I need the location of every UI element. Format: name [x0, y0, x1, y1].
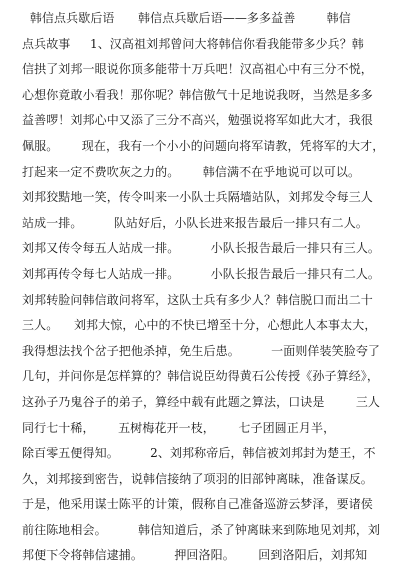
text-line: 邦便下令将韩信逮捕。 押回洛阳。 回到洛阳后，刘邦知 — [22, 548, 368, 563]
text-line: 这孙子乃鬼谷子的弟子，算经中载有此题之算法，口诀是 三人 — [22, 394, 381, 409]
text-line: 站成一排。 队站好后，小队长进来报告最后一排只有二人。 — [22, 215, 368, 230]
text-line: 于是，他采用谋士陈平的计策，假称自己准备巡游云梦泽，要诸侯 — [22, 497, 373, 512]
text-line: 刘邦又传令每五人站成一排。 小队长报告最后一排只有三人。 — [22, 241, 381, 256]
text-line: 我得想法找个岔子把他杀掉，免生后患。 一面则佯装笑脸夸了 — [22, 343, 381, 358]
text-line: 三人。 刘邦大惊，心中的不快已增至十分，心想此人本事太大， — [22, 318, 377, 333]
text-line: 佩服。 现在，我有一个小小的问题向将军请教，凭将军的大才， — [22, 138, 385, 153]
text-line: 心想你竟敢小看我！那你呢？韩信傲气十足地说我呀，当然是多多 — [22, 87, 373, 102]
text-line: 久，刘邦接到密告，说韩信接纳了项羽的旧部钟离昧，准备谋反。 — [22, 471, 373, 486]
document-body — [22, 6, 387, 569]
text-line: 除百零五便得知。 2、刘邦称帝后，韩信被刘邦封为楚王，不 — [22, 446, 376, 461]
text-line: 同行七十稀， 五树梅花开一枝， 七子团圆正月半， — [22, 420, 336, 435]
text-line: 刘邦再传令每七人站成一排。 小队长报告最后一排只有二人。 — [22, 266, 381, 281]
text-line: 前往陈地相会。 韩信知道后，杀了钟离昧来到陈地见刘邦，刘 — [22, 522, 381, 537]
text-line: 刘邦狡黠地一笑，传令叫来一小队士兵隔墙站队，刘邦发令每三人 — [22, 190, 373, 205]
text-line: 益善啰！刘邦心中又添了三分不高兴，勉强说将军如此大才，我很 — [22, 113, 373, 128]
text-line: 几句，并问你是怎样算的？韩信说臣幼得黄石公传授《孙子算经》， — [22, 369, 380, 384]
text-line: 韩信点兵歇后语 韩信点兵歇后语——多多益善 韩信 — [22, 11, 351, 25]
text-line: 点兵故事 1、汉高祖刘邦曾问大将韩信你看我能带多少兵？韩 — [22, 36, 364, 51]
text-line: 信拱了刘邦一眼说你顶多能带十万兵吧！汉高祖心中有三分不悦， — [22, 62, 373, 77]
text-line: 打起来一定不费吹灰之力的。 韩信满不在乎地说可以可以。 — [22, 164, 361, 179]
text-line: 刘邦转脸问韩信敢问将军，这队士兵有多少人？韩信脱口而出二十 — [22, 292, 373, 307]
